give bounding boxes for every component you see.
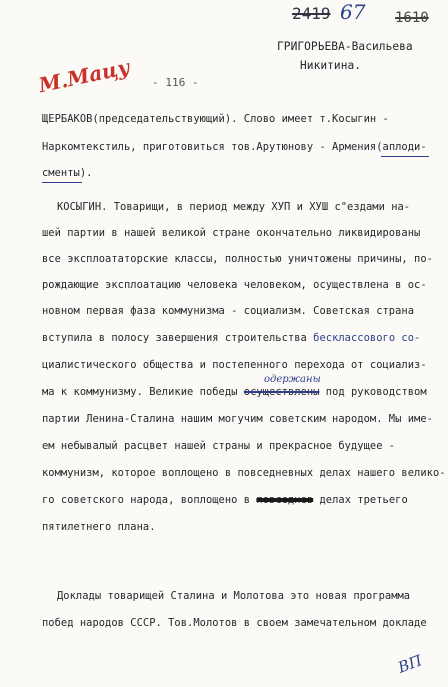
text-line-9-inserted: бесклассового со- bbox=[313, 332, 421, 344]
text-line-11-crossed: осуществлены bbox=[243, 386, 320, 398]
text-line-11 bbox=[42, 386, 427, 398]
text-line-5: шей партии в нашей великой стране окончательно ликвидированы bbox=[42, 227, 421, 239]
applause-underline-2 bbox=[42, 182, 82, 183]
text-line-18: побед народов СССР. Тов.Молотов в своем замечательном докладе bbox=[42, 617, 427, 629]
margin-note: ВП bbox=[395, 651, 425, 677]
text-line-4: КОСЫГИН. Товарищи, в период между ХУП и ХУШ с"ездами на- bbox=[57, 201, 411, 213]
text-line-2-main: Наркомтекстиль, приготовиться тов.Арутюнову - Армения( bbox=[42, 141, 383, 153]
text-line-3-applause: сменты bbox=[42, 167, 80, 179]
stenographer-names-line2: Никитина. bbox=[300, 59, 362, 72]
text-line-3 bbox=[42, 167, 92, 179]
text-line-12: партии Ленина-Сталина нашим могучим советским народом. Мы име- bbox=[42, 413, 433, 425]
handwritten-insertion: одержаны bbox=[264, 374, 321, 385]
text-line-7: рождающие эксплоатацию человека человеком, осуществлена в ос- bbox=[42, 279, 427, 291]
text-line-17: Доклады товарищей Сталина и Молотова это новая программа bbox=[57, 590, 411, 602]
text-line-2 bbox=[42, 141, 427, 153]
archive-number-crossed: 1610 bbox=[395, 10, 429, 26]
text-line-10: циалистического общества и постепенного перехода от социализ- bbox=[42, 359, 427, 371]
text-line-1: ЩЕРБАКОВ(председательствующий). Слово имеет т.Косыгин - bbox=[42, 113, 389, 125]
text-line-3-end: ). bbox=[79, 167, 93, 179]
text-line-9-main: вступила в полосу завершения строительства bbox=[42, 332, 307, 344]
text-line-15 bbox=[42, 494, 408, 506]
archive-sheet-old bbox=[292, 4, 331, 23]
text-line-15-crossed: повседнев bbox=[256, 494, 314, 506]
text-line-16: пятилетнего плана. bbox=[42, 521, 156, 533]
text-line-15-start: го советского народа, воплощено в bbox=[42, 494, 251, 506]
text-line-11-start: ма к коммунизму. Великие победы bbox=[42, 386, 238, 398]
page-number: - 116 - bbox=[152, 76, 199, 89]
text-line-15-end: делах третьего bbox=[319, 494, 408, 506]
archive-sheet-new: 67 bbox=[340, 0, 366, 24]
text-line-6: все эксплоататорские классы, полностью уничтожены причины, по- bbox=[42, 253, 433, 265]
text-line-14: коммунизм, которое воплощено в повседневных делах нашего велико- bbox=[42, 467, 446, 479]
text-line-11-end: под руководством bbox=[325, 386, 427, 398]
archive-sheet-old-number: 2419 bbox=[292, 4, 331, 23]
stenographer-names-line1: ГРИГОРЬЕВА-Васильева bbox=[277, 40, 413, 53]
handwritten-resolution: М.Мацу bbox=[36, 54, 132, 98]
text-line-8: новном первая фаза коммунизма - социализм. Советская страна bbox=[42, 305, 415, 317]
text-line-9 bbox=[42, 332, 420, 344]
text-line-13: ем небывалый расцвет нашей страны и прекрасное будущее - bbox=[42, 440, 396, 452]
text-line-2-applause: аплоди- bbox=[382, 141, 427, 153]
applause-underline-1 bbox=[381, 156, 429, 157]
